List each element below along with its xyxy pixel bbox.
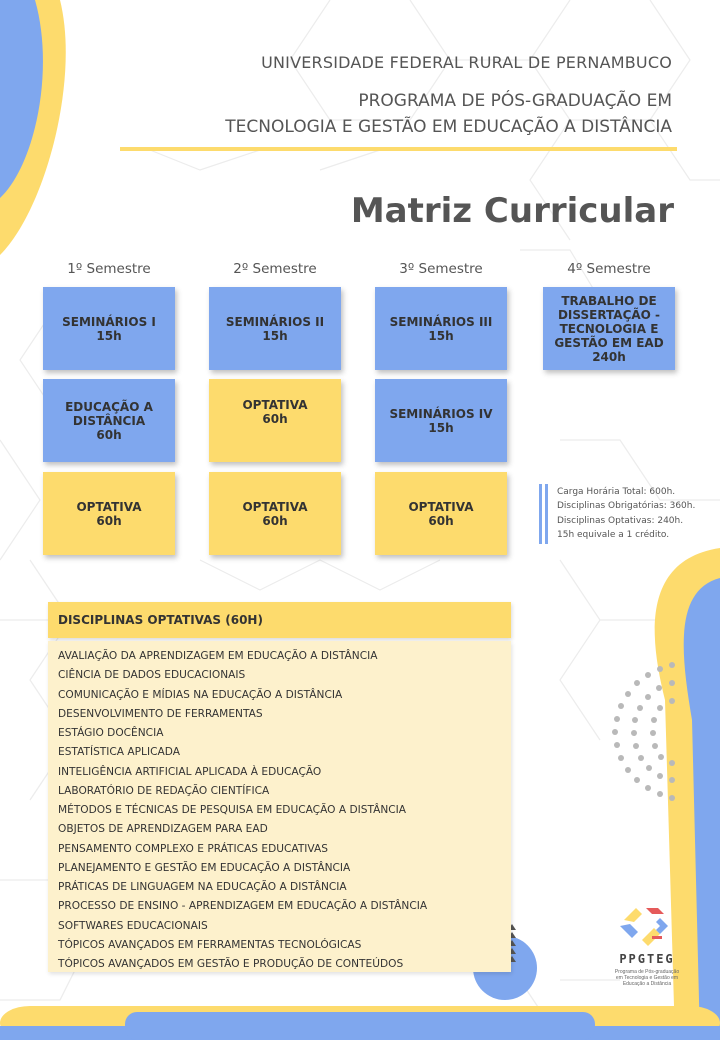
course-card-optativa <box>209 472 341 555</box>
course-name: OPTATIVA <box>408 499 474 514</box>
list-item: PROCESSO DE ENSINO - APRENDIZAGEM EM EDUCAÇÃO A DISTÂNCIA <box>58 900 428 913</box>
semester-2-heading: 2º Semestre <box>233 261 317 277</box>
course-card-optativa <box>209 379 341 462</box>
course-name-line-3: TECNOLOGIA E <box>559 321 659 336</box>
list-item: MÉTODOS E TÉCNICAS DE PESQUISA EM EDUCAÇÃO A DISTÂNCIA <box>58 804 407 816</box>
legend-optional-hours: Disciplinas Optativas: 240h. <box>557 515 684 526</box>
course-name: SEMINÁRIOS III <box>389 314 493 329</box>
logo-subtitle: Programa de Pós-graduação em Tecnologia e Gestão em Educação a Distância <box>614 969 680 987</box>
university-name: UNIVERSIDADE FEDERAL RURAL DE PERNAMBUCO <box>261 53 672 72</box>
course-hours: 60h <box>96 513 122 528</box>
page-title: Matriz Curricular <box>350 191 674 231</box>
course-name-line-1: EDUCAÇÃO A <box>65 399 153 414</box>
program-title-line-1: PROGRAMA DE PÓS-GRADUAÇÃO EM <box>358 91 672 111</box>
course-name-line-2: DISTÂNCIA <box>72 413 146 428</box>
list-item: TÓPICOS AVANÇADOS EM GESTÃO E PRODUÇÃO DE CONTEÚDOS <box>58 958 404 970</box>
course-card-seminarios-4 <box>375 379 507 462</box>
course-card-optativa <box>43 472 175 555</box>
list-item: ESTÁGIO DOCÊNCIA <box>58 727 164 739</box>
course-name: SEMINÁRIOS IV <box>389 406 493 421</box>
course-name: OPTATIVA <box>242 398 308 412</box>
course-hours: 240h <box>592 349 626 364</box>
optatives-title: DISCIPLINAS OPTATIVAS (60H) <box>58 613 263 627</box>
list-item: SOFTWARES EDUCACIONAIS <box>58 919 208 932</box>
course-hours: 15h <box>428 420 454 435</box>
ppgteg-logo-icon <box>612 900 682 950</box>
semester-1-heading: 1º Semestre <box>67 261 151 277</box>
course-hours: 60h <box>262 513 288 528</box>
course-name: OPTATIVA <box>242 499 308 514</box>
program-title-line-2: TECNOLOGIA E GESTÃO EM EDUCAÇÃO A DISTÂNCIA <box>225 117 672 137</box>
course-card-educacao-a-distancia <box>43 379 175 462</box>
ppgteg-logo <box>612 900 682 1010</box>
course-card-optativa <box>375 472 507 555</box>
course-name: SEMINÁRIOS I <box>62 314 156 329</box>
course-hours: 15h <box>428 328 454 343</box>
list-item: LABORATÓRIO DE REDAÇÃO CIENTÍFICA <box>58 784 270 797</box>
course-hours: 60h <box>262 412 288 426</box>
semester-3-heading: 3º Semestre <box>399 261 483 277</box>
list-item: PLANEJAMENTO E GESTÃO EM EDUCAÇÃO A DISTÂNCIA <box>58 861 351 874</box>
list-item: DESENVOLVIMENTO DE FERRAMENTAS <box>58 707 263 720</box>
optatives-list-panel <box>48 641 511 972</box>
course-card-seminarios-3 <box>375 287 507 370</box>
list-item: ESTATÍSTICA APLICADA <box>58 746 180 759</box>
course-name-line-1: TRABALHO DE <box>561 293 657 308</box>
course-hours: 60h <box>428 513 454 528</box>
legend-credit-note: 15h equivale a 1 crédito. <box>557 529 670 540</box>
list-item: CIÊNCIA DE DADOS EDUCACIONAIS <box>58 669 246 682</box>
course-hours: 60h <box>96 427 122 442</box>
legend-bars-icon <box>539 484 551 544</box>
legend-total-hours: Carga Horária Total: 600h. <box>557 487 676 497</box>
course-card-trabalho-de-dissertacao <box>543 287 675 370</box>
course-name: OPTATIVA <box>76 499 142 514</box>
optatives-list <box>58 647 427 974</box>
list-item: PENSAMENTO COMPLEXO E PRÁTICAS EDUCATIVAS <box>58 842 328 855</box>
course-hours: 15h <box>262 328 288 343</box>
list-item: COMUNICAÇÃO E MÍDIAS NA EDUCAÇÃO A DISTÂNCIA <box>58 688 343 701</box>
course-name-line-4: GESTÃO EM EAD <box>554 335 664 350</box>
list-item: TÓPICOS AVANÇADOS EM FERRAMENTAS TECNOLÓGICAS <box>58 938 362 951</box>
course-card-seminarios-2 <box>209 287 341 370</box>
course-name-line-2: DISSERTAÇÃO - <box>557 307 661 322</box>
course-hours: 15h <box>96 328 122 343</box>
list-item: OBJETOS DE APRENDIZAGEM PARA EAD <box>58 823 268 836</box>
semester-4-heading: 4º Semestre <box>567 261 651 277</box>
logo-name: PPGTEG <box>619 952 675 966</box>
list-item: AVALIAÇÃO DA APRENDIZAGEM EM EDUCAÇÃO A DISTÂNCIA <box>58 650 378 662</box>
legend-mandatory-hours: Disciplinas Obrigatórias: 360h. <box>557 501 696 512</box>
list-item: PRÁTICAS DE LINGUAGEM NA EDUCAÇÃO A DISTÂNCIA <box>58 881 347 893</box>
course-name: SEMINÁRIOS II <box>225 314 325 329</box>
course-card-seminarios-1 <box>43 287 175 370</box>
optatives-header <box>48 602 511 638</box>
list-item: INTELIGÊNCIA ARTIFICIAL APLICADA À EDUCAÇÃO <box>58 765 322 778</box>
